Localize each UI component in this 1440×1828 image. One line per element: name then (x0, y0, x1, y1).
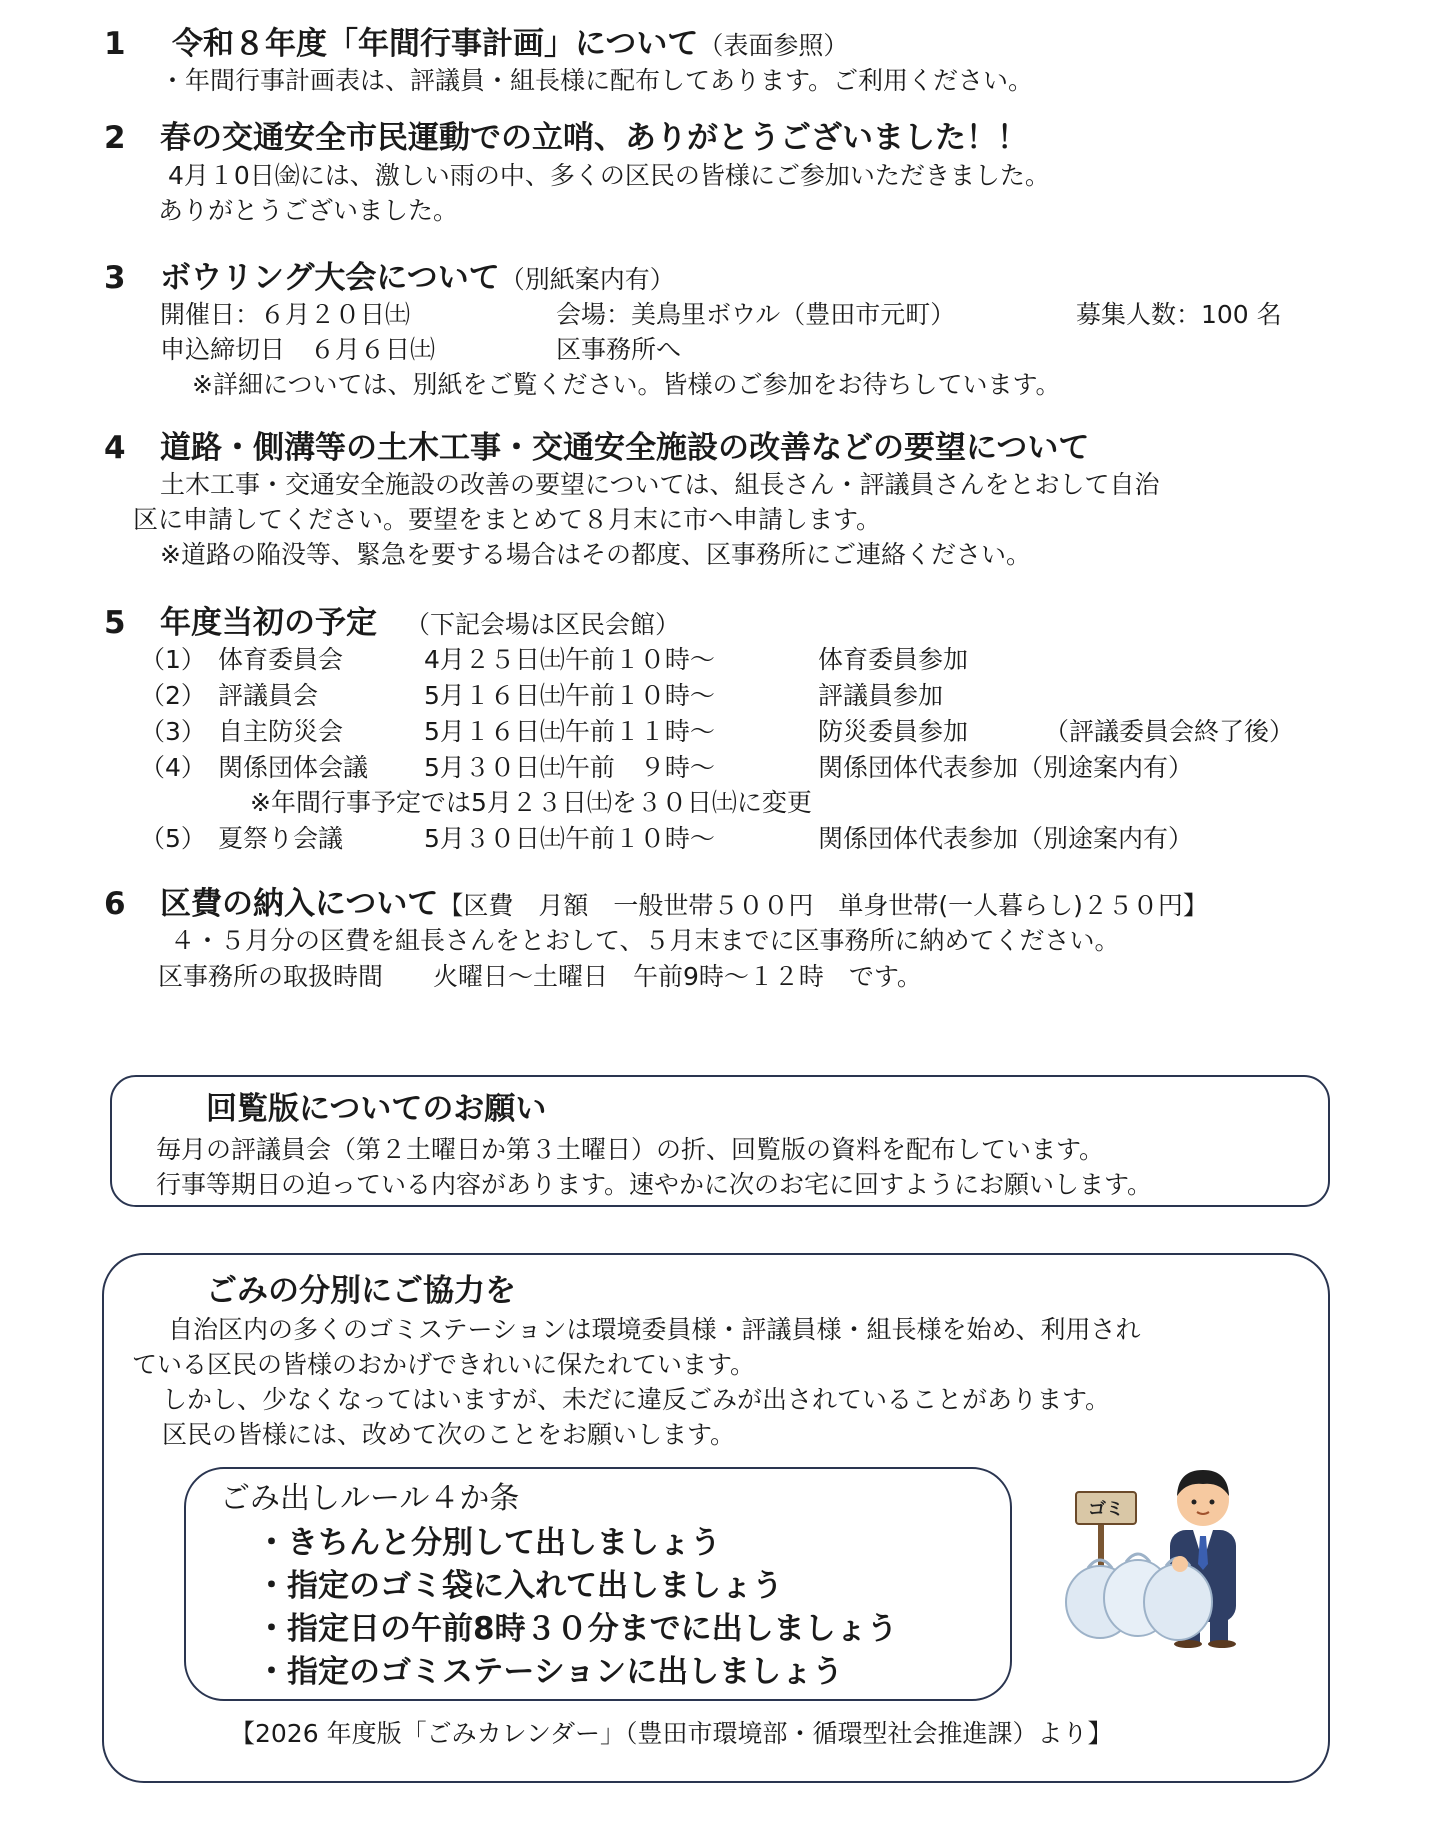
schedule-who: 評議員参加 (818, 681, 944, 710)
garbage-text: しかし、少なくなってはいますが、未だに違反ごみが出されていることがあります。 (162, 1385, 1111, 1414)
circular-text: 毎月の評議員会（第２土曜日か第３土曜日）の折、回覧版の資料を配布しています。 (156, 1135, 1105, 1164)
section-text: 土木工事・交通安全施設の改善の要望については、組長さん・評議員さんをとおして自治 (160, 470, 1160, 499)
section-text: ありがとうございました。 (158, 196, 459, 225)
section-title (160, 258, 675, 300)
section-title-text: 区費の納入について (160, 886, 439, 922)
section-number: 4 (104, 430, 126, 466)
section-title-text: ボウリング大会について (160, 260, 500, 296)
schedule-date: 5月３０日㈯午前 ９時～ (424, 753, 715, 782)
section-title (160, 884, 1208, 926)
section-text: ４・５月分の区費を組長さんをとおして、５月末までに区事務所に納めてください。 (170, 926, 1120, 955)
section-text: ※道路の陥没等、緊急を要する場合はその都度、区事務所にご連絡ください。 (160, 540, 1031, 569)
event-apply-to: 区事務所へ (556, 335, 682, 364)
section-title-note: （下記会場は区民会館） (405, 610, 681, 639)
section-title-note: 【区費 月額 一般世帯５００円 単身世帯(一人暮らし)２５０円】 (438, 891, 1208, 920)
section-number: 3 (104, 260, 126, 296)
schedule-name: 関係団体会議 (218, 753, 369, 782)
event-capacity: 募集人数：100 名 (1076, 300, 1282, 329)
section-title: 春の交通安全市民運動での立哨、ありがとうございました！！ (160, 120, 1028, 156)
schedule-no: （4） (140, 753, 206, 782)
section-number: 6 (104, 886, 126, 922)
rule-item: ・指定のゴミ袋に入れて出しましょう (256, 1568, 783, 1604)
schedule-name: 体育委員会 (218, 645, 344, 674)
garbage-text: 区民の皆様には、改めて次のことをお願いします。 (162, 1420, 736, 1449)
section-title-note: （表面参照） (698, 31, 849, 60)
schedule-date: 4月２５日㈯午前１０時～ (424, 645, 715, 674)
section-text: 区に申請してください。要望をまとめて８月末に市へ申請します。 (133, 505, 882, 534)
section-number: 1 (104, 26, 126, 62)
section-number: 5 (104, 605, 126, 641)
section-title (172, 24, 848, 66)
garbage-illustration (1060, 1452, 1276, 1648)
section-title (160, 603, 680, 645)
garbage-man-icon (1060, 1452, 1276, 1648)
rule-item: ・指定日の午前8時３０分までに出しましょう (256, 1611, 898, 1647)
garbage-text: 自治区内の多くのゴミステーションは環境委員様・評議員様・組長様を始め、利用され (168, 1315, 1141, 1344)
circular-text: 行事等期日の迫っている内容があります。速やかに次のお宅に回すようにお願いします。 (156, 1170, 1153, 1199)
event-venue: 会場：美鳥里ボウル（豊田市元町） (556, 300, 956, 329)
rule-item: ・きちんと分別して出しましょう (256, 1525, 721, 1561)
schedule-who: 関係団体代表参加（別途案内有） (818, 753, 1194, 782)
schedule-no: （5） (140, 824, 206, 853)
rules-title: ごみ出しルール４か条 (220, 1481, 520, 1516)
section-title-text: 令和８年度「年間行事計画」について (172, 26, 699, 62)
circular-title: 回覧版についてのお願い (206, 1091, 547, 1127)
section-text: ※詳細については、別紙をご覧ください。皆様のご参加をお待ちしています。 (192, 370, 1061, 399)
schedule-name: 夏祭り会議 (218, 824, 344, 853)
schedule-no: （1） (140, 645, 206, 674)
schedule-no: （3） (140, 717, 206, 746)
section-number: 2 (104, 120, 126, 156)
section-title-text: 年度当初の予定 (160, 605, 377, 641)
schedule-date: 5月１６日㈯午前１０時～ (424, 681, 715, 710)
sign-label: ゴミ (1088, 1499, 1124, 1520)
schedule-name: 評議員会 (218, 681, 319, 710)
schedule-date: 5月３０日㈯午前１０時～ (424, 824, 715, 853)
rules-box (184, 1467, 1012, 1701)
section-title-note: （別紙案内有） (499, 265, 675, 294)
circular-request-box (110, 1075, 1330, 1207)
schedule-note: （評議委員会終了後） (1044, 717, 1295, 746)
schedule-who: 防災委員参加 (818, 717, 969, 746)
schedule-name: 自主防災会 (218, 717, 344, 746)
schedule-change-note: ※年間行事予定では5月２３日㈯を３０日㈯に変更 (250, 788, 812, 817)
schedule-who: 体育委員参加 (818, 645, 969, 674)
section-title: 道路・側溝等の土木工事・交通安全施設の改善などの要望について (160, 430, 1090, 466)
section-text: 区事務所の取扱時間 火曜日～土曜日 午前9時～１２時 です。 (158, 962, 922, 991)
rule-item: ・指定のゴミステーションに出しましょう (256, 1654, 844, 1690)
schedule-date: 5月１６日㈯午前１１時～ (424, 717, 715, 746)
section-text: ・年間行事計画表は、評議員・組長様に配布してあります。ご利用ください。 (160, 66, 1034, 95)
section-text: 4月１0日㈮には、激しい雨の中、多くの区民の皆様にご参加いただきました。 (168, 161, 1050, 190)
garbage-text: ている区民の皆様のおかげできれいに保たれています。 (132, 1350, 756, 1379)
schedule-no: （2） (140, 681, 206, 710)
garbage-title: ごみの分別にご協力を (206, 1273, 516, 1309)
event-date: 開催日：６月２０日㈯ (160, 300, 411, 329)
schedule-who: 関係団体代表参加（別途案内有） (818, 824, 1194, 853)
garbage-source: 【2026 年度版「ごみカレンダー」（豊田市環境部・循環型社会推進課）より】 (230, 1719, 1113, 1748)
event-deadline: 申込締切日 ６月６日㈯ (160, 335, 436, 364)
